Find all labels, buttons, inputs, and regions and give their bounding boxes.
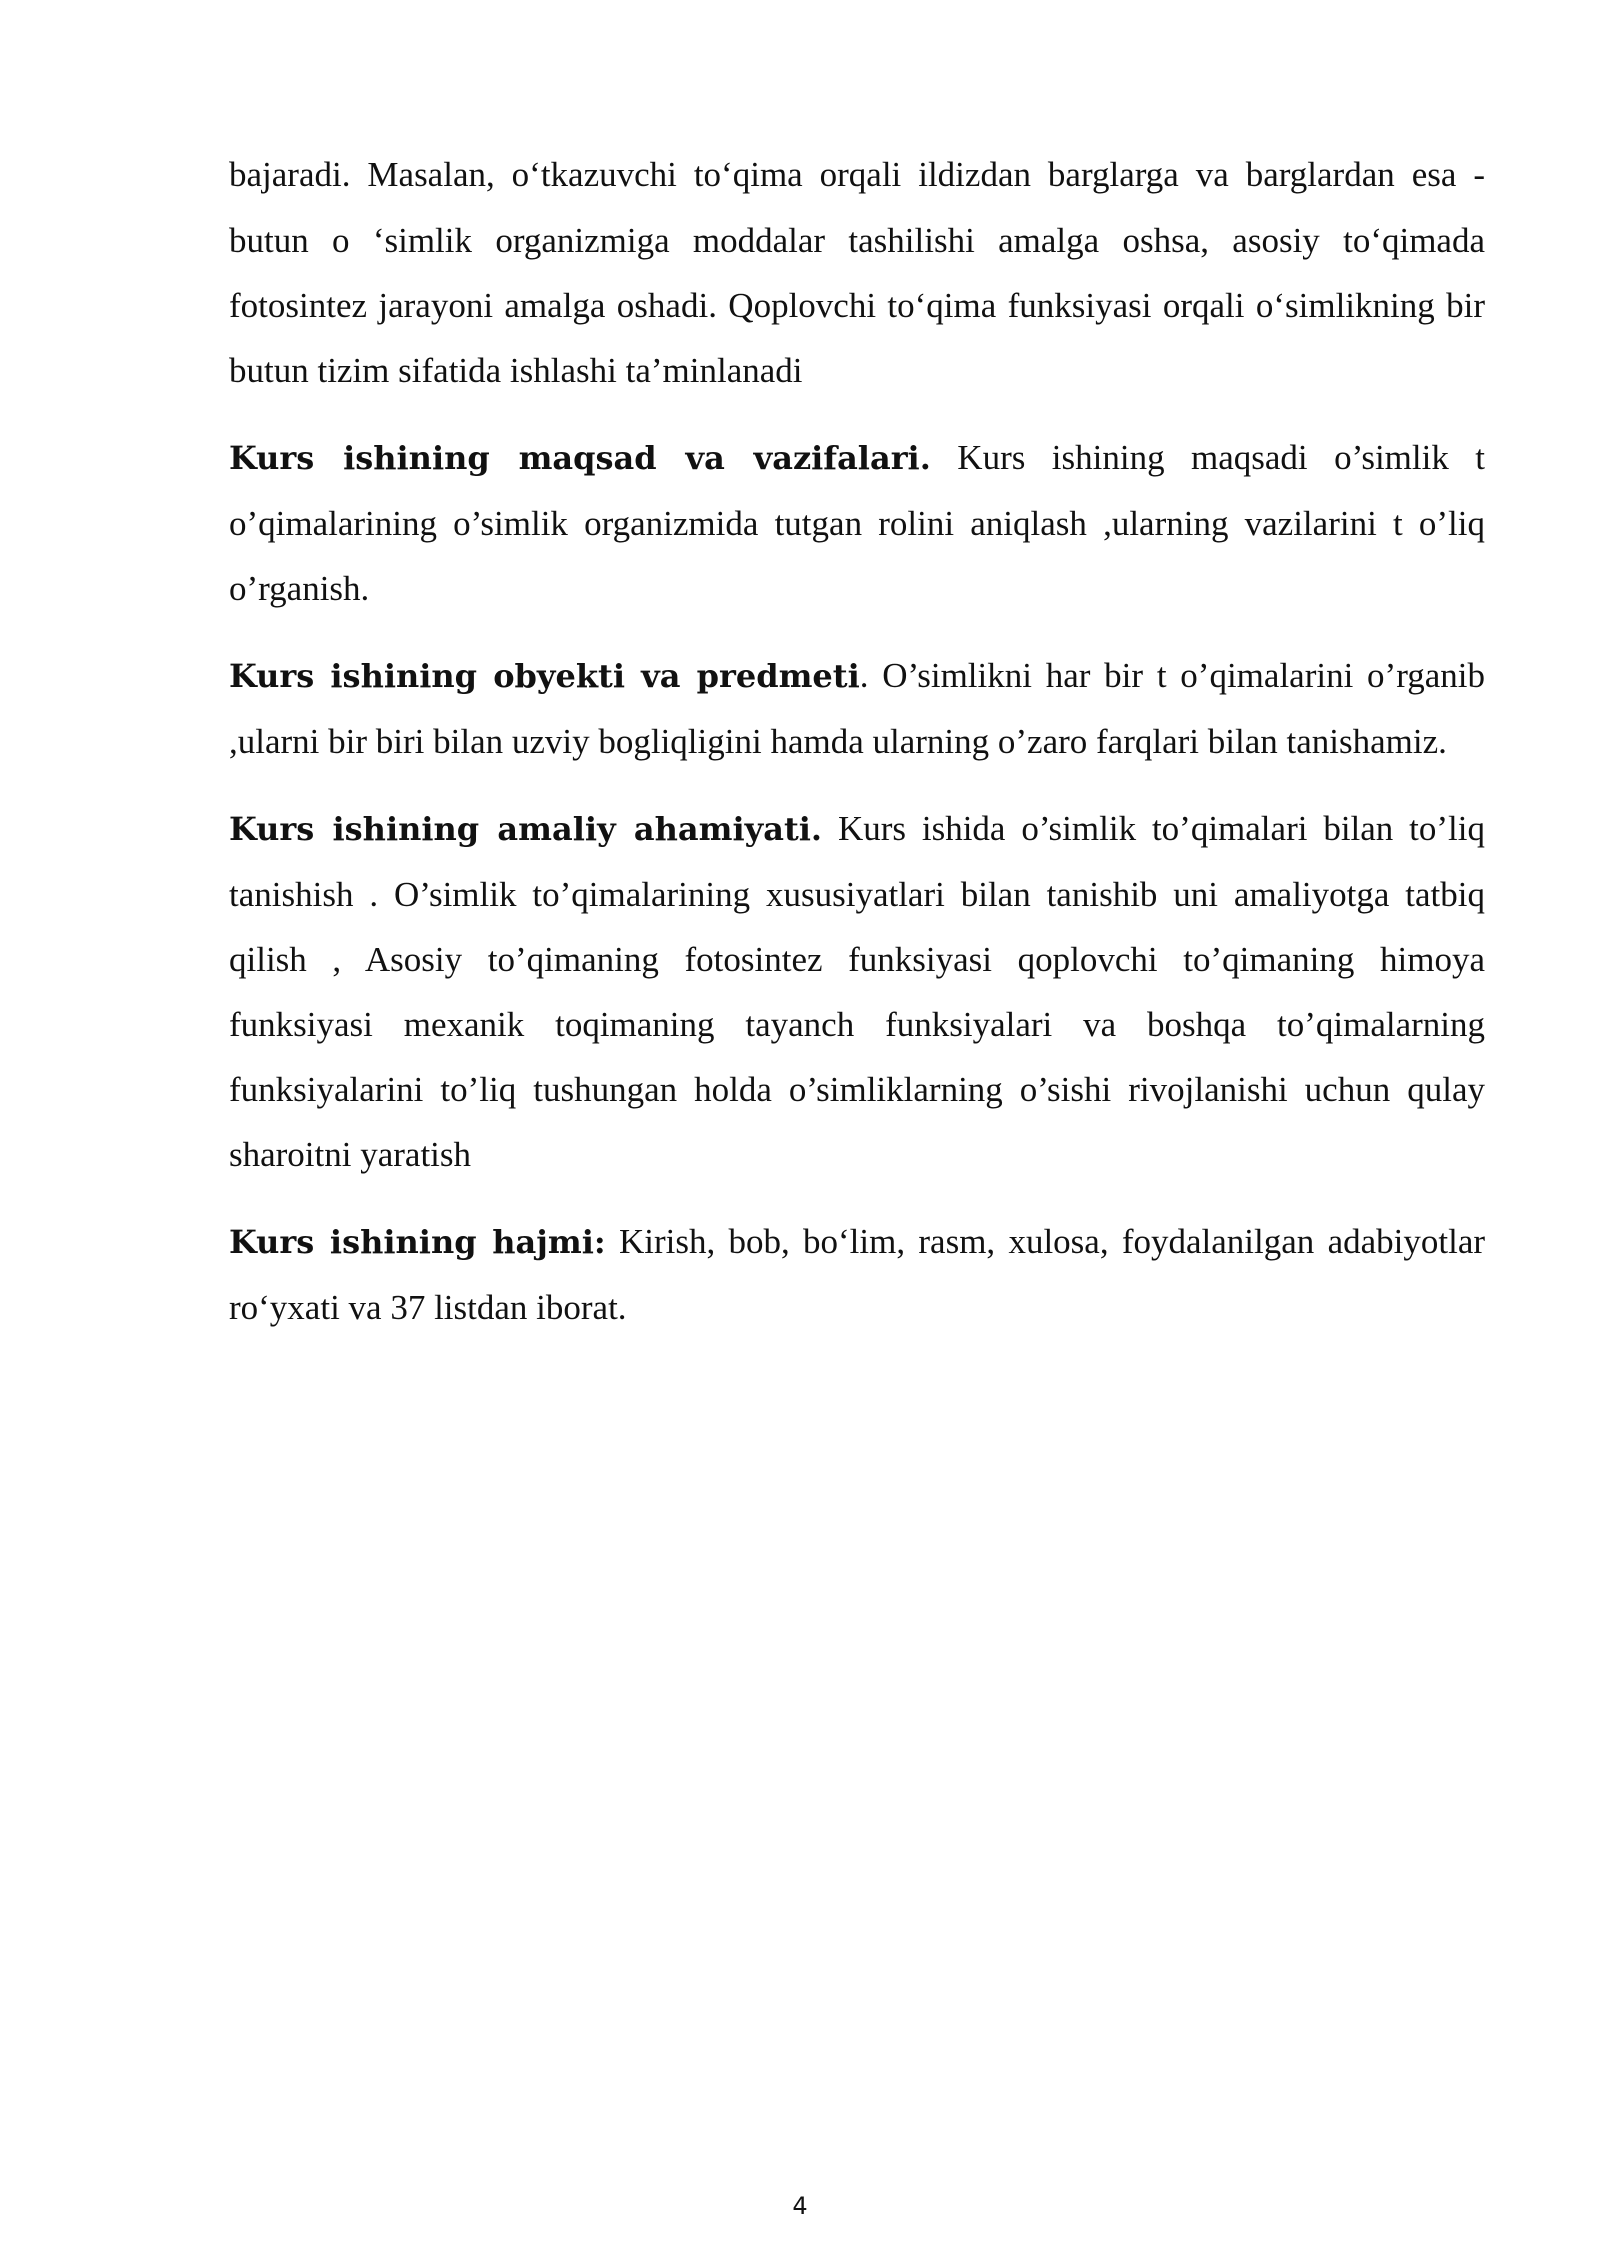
page-number: 4	[792, 2192, 808, 2220]
paragraph-heading: Kurs ishining obyekti va predmeti	[229, 657, 860, 695]
paragraph-heading: Kurs ishining amaliy ahamiyati.	[229, 810, 823, 848]
paragraph-volume	[229, 1209, 1485, 1340]
paragraph-intro	[229, 142, 1485, 403]
paragraph-text: . O’simlikni har bir t o’qimalarini o’rganib ,ularni bir biri bilan uzviy bogliqligini hamda ularning o’zaro farqlari bilan tanishamiz.	[229, 656, 1485, 761]
page-body	[229, 142, 1485, 1362]
paragraph-goals	[229, 425, 1485, 621]
paragraph-text: Kurs ishida o’simlik to’qimalari bilan to’liq tanishish . O’simlik to’qimalarining xususiyatlari bilan tanishib uni amaliyotga tatbiq qilish , Asosiy to’qimaning fotosintez funksiyasi qoplovchi to’qimaning himoya funksiyasi mexanik toqimaning tayanch funksiyalari va boshqa to’qimalarning funksiyalarini to’liq tushungan holda o’simliklarning o’sishi rivojlanishi uchun qulay sharoitni yaratish	[229, 809, 1485, 1174]
paragraph-heading: Kurs ishining maqsad va vazifalari.	[229, 439, 931, 477]
paragraph-text: bajaradi. Masalan, o‘tkazuvchi to‘qima orqali ildizdan barglarga va barglardan esa - butun o ‘simlik organizmiga moddalar tashilishi amalga oshsa, asosiy to‘qimada fotosintez jarayoni amalga oshadi. Qoplovchi to‘qima funksiyasi orqali o‘simlikning bir butun tizim sifatida ishlashi ta’minlanadi	[229, 155, 1485, 390]
paragraph-object	[229, 643, 1485, 774]
paragraph-text: Kirish, bob, bo‘lim, rasm, xulosa, foydalanilgan adabiyotlar ro‘yxati va 37 listdan iborat.	[229, 1222, 1486, 1327]
paragraph-text: Kurs ishining maqsadi o’simlik t o’qimalarining o’simlik organizmida tutgan rolini aniqlash ,ularning vazilarini t o’liq o’rganish.	[229, 438, 1486, 608]
paragraph-heading: Kurs ishining hajmi:	[229, 1223, 606, 1261]
paragraph-significance	[229, 796, 1485, 1187]
